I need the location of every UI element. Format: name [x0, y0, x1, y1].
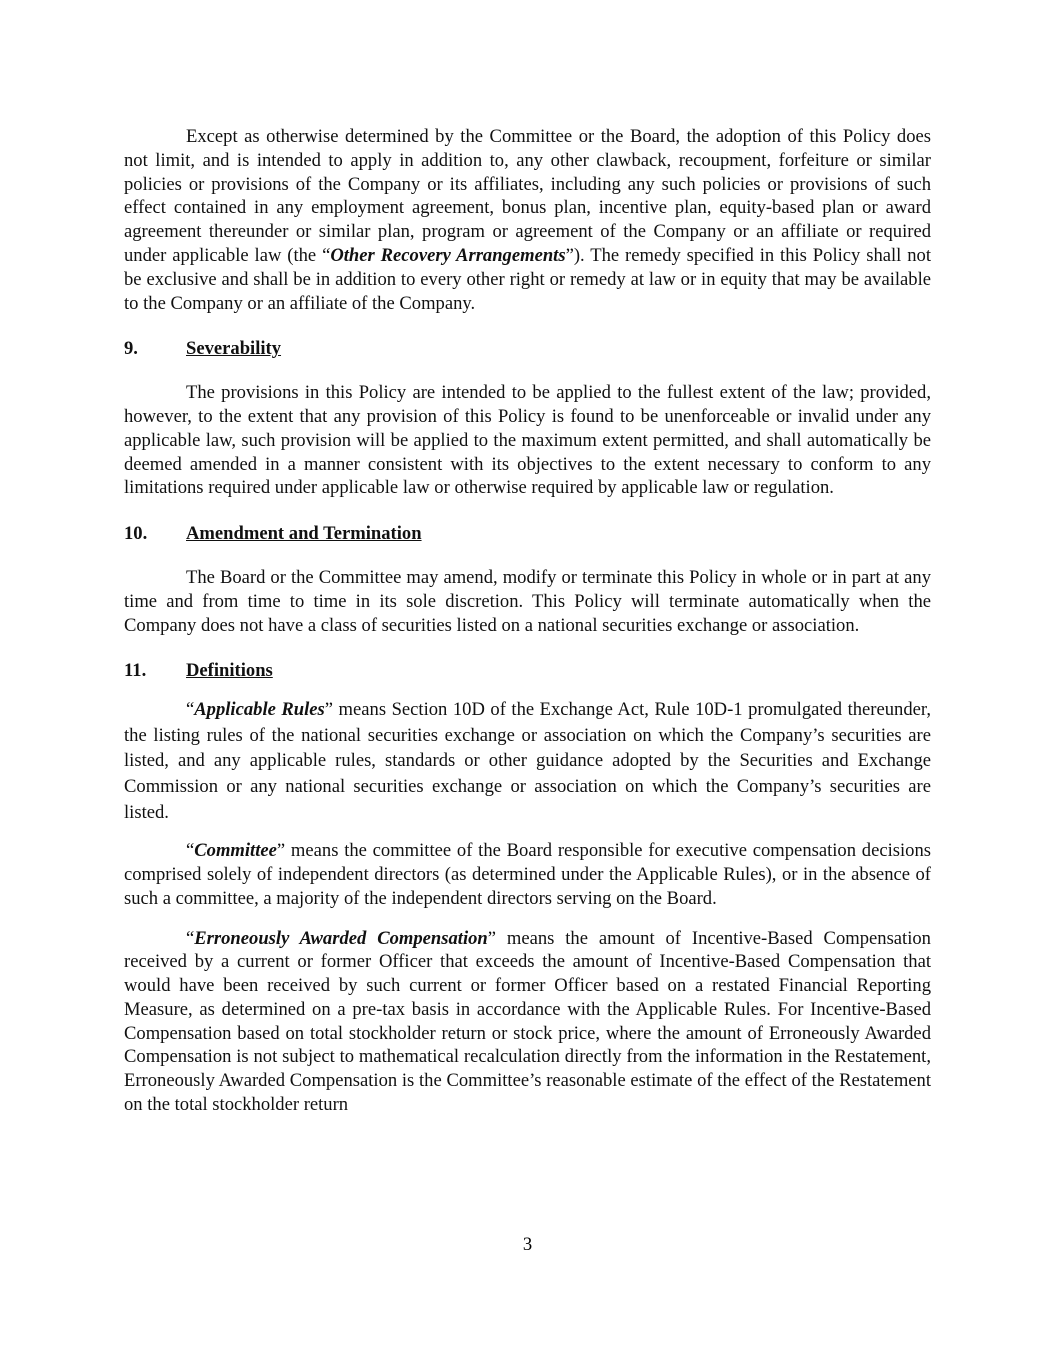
term-committee: Committee — [194, 840, 277, 862]
paragraph-severability: The provisions in this Policy are intended to be applied to the fullest extent of the law; provided, however, to the extent that any provision of this Policy is found to be unenforceable or invalid under any applicable law, such provision will be applied to the maximum extent permitted, and shall automatically be deemed amended in a manner consistent with its objectives to the extent necessary to conform to any limitations required under applicable law or otherwise required by applicable law or regulation. — [124, 382, 931, 499]
definition-erroneously-awarded-compensation: “Erroneously Awarded Compensation” means the amount of Incentive-Based Compensation received by a current or former Officer that exceeds the amount of Incentive-Based Compensation that would have been received by such current or former Officer based on a restated Financial Reporting Measure, as determined on a pre-tax basis in accordance with the Applicable Rules. For Incentive-Based Compensation based on total stockholder return or stock price, where the amount of Erroneously Awarded Compensation is not subject to mathematical recalculation directly from the information in the Restatement, Erroneously Awarded Compensation is the Committee’s reasonable estimate of the effect of the Restatement on the total stockholder return — [124, 927, 931, 1116]
section-title: Definitions — [186, 660, 273, 682]
section-number: 10. — [124, 523, 148, 545]
section-heading-amendment — [124, 522, 931, 546]
definition-applicable-rules: “Applicable Rules” means Section 10D of the Exchange Act, Rule 10D-1 promulgated thereunder, the listing rules of the national securities exchange or association on which the Company’s securities are listed, and any applicable rules, standards or other guidance adopted by the Securities and Exchange Commission or any national securities exchange or association on which the Company’s securities are listed. — [124, 699, 931, 823]
section-number: 9. — [124, 338, 138, 360]
term-applicable-rules: Applicable Rules — [194, 699, 325, 721]
section-title: Amendment and Termination — [186, 523, 422, 545]
term-erroneously-awarded-compensation: Erroneously Awarded Compensation — [194, 927, 488, 949]
section-heading-definitions — [124, 659, 931, 683]
paragraph-other-recovery: Except as otherwise determined by the Committee or the Board, the adoption of this Policy does not limit, and is intended to apply in addition to, any other clawback, recoupment, forfeiture or similar policies or provisions of the Company or its affiliates, including any such policies or provisions of such effect contained in any employment agreement, bonus plan, incentive plan, equity-based plan or award agreement thereunder or similar plan, program or agreement of the Company or an affiliate or required under applicable law (the “Other Recovery Arrangements”). The remedy specified in this Policy shall not be exclusive and shall be in addition to every other right or remedy at law or in equity that may be available to the Company or an affiliate of the Company. — [124, 126, 931, 314]
section-number: 11. — [124, 660, 147, 682]
term-other-recovery-arrangements: Other Recovery Arrangements — [330, 244, 566, 266]
document-page — [124, 125, 931, 1117]
section-heading-severability — [124, 337, 931, 361]
paragraph-amendment: The Board or the Committee may amend, modify or terminate this Policy in whole or in part at any time and from time to time in its sole discretion. This Policy will terminate automatically when the Company does not have a class of securities listed on a national securities exchange or association. — [124, 566, 931, 636]
definition-committee: “Committee” means the committee of the Board responsible for executive compensation decisions comprised solely of independent directors (as determined under the Applicable Rules), or in the absence of such a committee, a majority of the independent directors serving on the Board. — [124, 840, 931, 909]
page-number: 3 — [522, 1234, 533, 1255]
section-title: Severability — [186, 338, 282, 360]
